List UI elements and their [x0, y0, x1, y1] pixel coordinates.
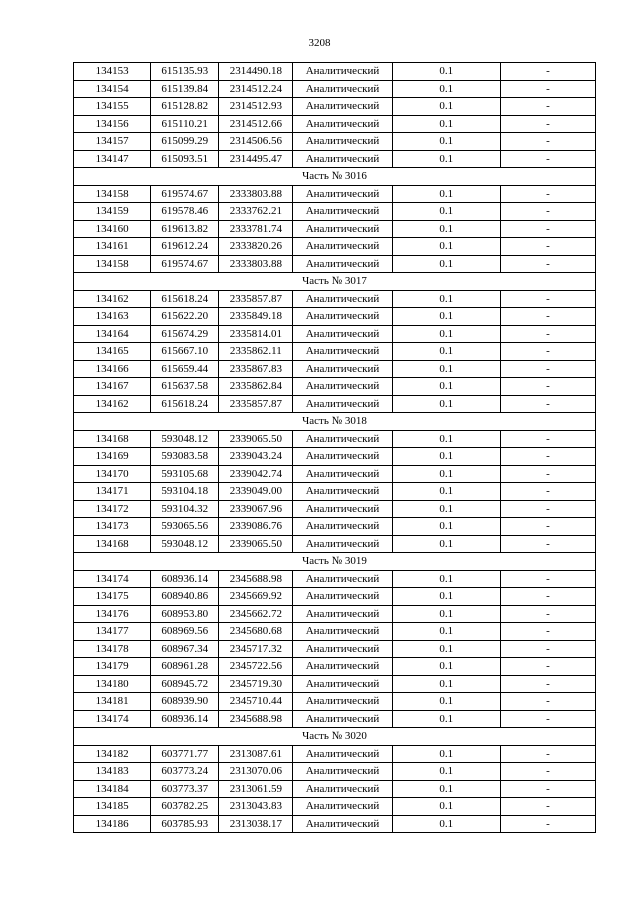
note-cell: - [500, 133, 595, 151]
note-cell: - [500, 710, 595, 728]
section-header-row [74, 273, 596, 291]
y-coordinate-cell: 2345669.92 [219, 588, 293, 606]
accuracy-cell: 0.1 [392, 220, 500, 238]
table-row [74, 745, 596, 763]
point-id-cell: 134163 [74, 308, 151, 326]
method-cell: Аналитический [293, 693, 392, 711]
y-coordinate-cell: 2313038.17 [219, 815, 293, 833]
y-coordinate-cell: 2339065.50 [219, 535, 293, 553]
section-title: Часть № 3017 [74, 273, 596, 291]
accuracy-cell: 0.1 [392, 203, 500, 221]
table-row [74, 325, 596, 343]
method-cell: Аналитический [293, 150, 392, 168]
point-id-cell: 134155 [74, 98, 151, 116]
method-cell: Аналитический [293, 80, 392, 98]
coordinates-table [73, 62, 596, 833]
x-coordinate-cell: 619574.67 [151, 185, 219, 203]
note-cell: - [500, 325, 595, 343]
table-row [74, 360, 596, 378]
point-id-cell: 134161 [74, 238, 151, 256]
point-id-cell: 134182 [74, 745, 151, 763]
accuracy-cell: 0.1 [392, 623, 500, 641]
x-coordinate-cell: 603773.24 [151, 763, 219, 781]
coordinates-table-body [74, 63, 596, 833]
y-coordinate-cell: 2345688.98 [219, 710, 293, 728]
x-coordinate-cell: 608940.86 [151, 588, 219, 606]
section-header-row [74, 413, 596, 431]
x-coordinate-cell: 603771.77 [151, 745, 219, 763]
x-coordinate-cell: 603773.37 [151, 780, 219, 798]
accuracy-cell: 0.1 [392, 798, 500, 816]
table-row [74, 798, 596, 816]
y-coordinate-cell: 2335857.87 [219, 395, 293, 413]
y-coordinate-cell: 2339049.00 [219, 483, 293, 501]
accuracy-cell: 0.1 [392, 500, 500, 518]
method-cell: Аналитический [293, 98, 392, 116]
accuracy-cell: 0.1 [392, 465, 500, 483]
x-coordinate-cell: 593083.58 [151, 448, 219, 466]
x-coordinate-cell: 593104.18 [151, 483, 219, 501]
point-id-cell: 134180 [74, 675, 151, 693]
y-coordinate-cell: 2314490.18 [219, 63, 293, 81]
x-coordinate-cell: 615135.93 [151, 63, 219, 81]
y-coordinate-cell: 2345662.72 [219, 605, 293, 623]
accuracy-cell: 0.1 [392, 378, 500, 396]
table-row [74, 605, 596, 623]
point-id-cell: 134164 [74, 325, 151, 343]
y-coordinate-cell: 2314506.56 [219, 133, 293, 151]
table-row [74, 623, 596, 641]
point-id-cell: 134166 [74, 360, 151, 378]
method-cell: Аналитический [293, 308, 392, 326]
y-coordinate-cell: 2333781.74 [219, 220, 293, 238]
table-row [74, 780, 596, 798]
accuracy-cell: 0.1 [392, 535, 500, 553]
point-id-cell: 134177 [74, 623, 151, 641]
point-id-cell: 134154 [74, 80, 151, 98]
method-cell: Аналитический [293, 815, 392, 833]
y-coordinate-cell: 2314512.66 [219, 115, 293, 133]
y-coordinate-cell: 2314512.24 [219, 80, 293, 98]
method-cell: Аналитический [293, 325, 392, 343]
x-coordinate-cell: 615637.58 [151, 378, 219, 396]
x-coordinate-cell: 608936.14 [151, 570, 219, 588]
point-id-cell: 134162 [74, 395, 151, 413]
point-id-cell: 134184 [74, 780, 151, 798]
table-row [74, 290, 596, 308]
accuracy-cell: 0.1 [392, 518, 500, 536]
accuracy-cell: 0.1 [392, 115, 500, 133]
x-coordinate-cell: 615128.82 [151, 98, 219, 116]
method-cell: Аналитический [293, 465, 392, 483]
point-id-cell: 134167 [74, 378, 151, 396]
x-coordinate-cell: 615093.51 [151, 150, 219, 168]
table-row [74, 675, 596, 693]
x-coordinate-cell: 593065.56 [151, 518, 219, 536]
y-coordinate-cell: 2345719.30 [219, 675, 293, 693]
accuracy-cell: 0.1 [392, 448, 500, 466]
accuracy-cell: 0.1 [392, 308, 500, 326]
y-coordinate-cell: 2339043.24 [219, 448, 293, 466]
method-cell: Аналитический [293, 658, 392, 676]
y-coordinate-cell: 2345688.98 [219, 570, 293, 588]
point-id-cell: 134169 [74, 448, 151, 466]
point-id-cell: 134178 [74, 640, 151, 658]
note-cell: - [500, 570, 595, 588]
point-id-cell: 134186 [74, 815, 151, 833]
method-cell: Аналитический [293, 203, 392, 221]
accuracy-cell: 0.1 [392, 640, 500, 658]
point-id-cell: 134185 [74, 798, 151, 816]
method-cell: Аналитический [293, 220, 392, 238]
note-cell: - [500, 395, 595, 413]
note-cell: - [500, 238, 595, 256]
y-coordinate-cell: 2339065.50 [219, 430, 293, 448]
x-coordinate-cell: 593048.12 [151, 535, 219, 553]
note-cell: - [500, 378, 595, 396]
accuracy-cell: 0.1 [392, 763, 500, 781]
x-coordinate-cell: 593048.12 [151, 430, 219, 448]
point-id-cell: 134168 [74, 430, 151, 448]
point-id-cell: 134171 [74, 483, 151, 501]
note-cell: - [500, 150, 595, 168]
y-coordinate-cell: 2333762.21 [219, 203, 293, 221]
x-coordinate-cell: 608969.56 [151, 623, 219, 641]
y-coordinate-cell: 2339042.74 [219, 465, 293, 483]
x-coordinate-cell: 615099.29 [151, 133, 219, 151]
method-cell: Аналитический [293, 343, 392, 361]
x-coordinate-cell: 608961.28 [151, 658, 219, 676]
note-cell: - [500, 448, 595, 466]
method-cell: Аналитический [293, 500, 392, 518]
section-header-row [74, 728, 596, 746]
method-cell: Аналитический [293, 395, 392, 413]
point-id-cell: 134172 [74, 500, 151, 518]
table-row [74, 98, 596, 116]
y-coordinate-cell: 2345717.32 [219, 640, 293, 658]
accuracy-cell: 0.1 [392, 133, 500, 151]
note-cell: - [500, 780, 595, 798]
y-coordinate-cell: 2314495.47 [219, 150, 293, 168]
note-cell: - [500, 343, 595, 361]
y-coordinate-cell: 2314512.93 [219, 98, 293, 116]
accuracy-cell: 0.1 [392, 395, 500, 413]
table-row [74, 150, 596, 168]
method-cell: Аналитический [293, 535, 392, 553]
y-coordinate-cell: 2335814.01 [219, 325, 293, 343]
accuracy-cell: 0.1 [392, 255, 500, 273]
y-coordinate-cell: 2339086.76 [219, 518, 293, 536]
table-row [74, 133, 596, 151]
table-row [74, 378, 596, 396]
note-cell: - [500, 63, 595, 81]
accuracy-cell: 0.1 [392, 360, 500, 378]
accuracy-cell: 0.1 [392, 780, 500, 798]
x-coordinate-cell: 615618.24 [151, 290, 219, 308]
accuracy-cell: 0.1 [392, 325, 500, 343]
note-cell: - [500, 745, 595, 763]
table-row [74, 815, 596, 833]
note-cell: - [500, 815, 595, 833]
method-cell: Аналитический [293, 360, 392, 378]
method-cell: Аналитический [293, 133, 392, 151]
point-id-cell: 134170 [74, 465, 151, 483]
accuracy-cell: 0.1 [392, 343, 500, 361]
y-coordinate-cell: 2333803.88 [219, 255, 293, 273]
table-row [74, 115, 596, 133]
x-coordinate-cell: 615618.24 [151, 395, 219, 413]
table-row [74, 710, 596, 728]
method-cell: Аналитический [293, 780, 392, 798]
accuracy-cell: 0.1 [392, 570, 500, 588]
table-row [74, 238, 596, 256]
method-cell: Аналитический [293, 115, 392, 133]
point-id-cell: 134157 [74, 133, 151, 151]
point-id-cell: 134176 [74, 605, 151, 623]
section-header-row [74, 553, 596, 571]
x-coordinate-cell: 615110.21 [151, 115, 219, 133]
method-cell: Аналитический [293, 255, 392, 273]
note-cell: - [500, 605, 595, 623]
accuracy-cell: 0.1 [392, 150, 500, 168]
x-coordinate-cell: 615139.84 [151, 80, 219, 98]
table-row [74, 588, 596, 606]
section-title: Часть № 3019 [74, 553, 596, 571]
accuracy-cell: 0.1 [392, 430, 500, 448]
table-row [74, 185, 596, 203]
note-cell: - [500, 675, 595, 693]
x-coordinate-cell: 615674.29 [151, 325, 219, 343]
accuracy-cell: 0.1 [392, 80, 500, 98]
point-id-cell: 134160 [74, 220, 151, 238]
note-cell: - [500, 185, 595, 203]
method-cell: Аналитический [293, 623, 392, 641]
note-cell: - [500, 203, 595, 221]
accuracy-cell: 0.1 [392, 658, 500, 676]
point-id-cell: 134147 [74, 150, 151, 168]
y-coordinate-cell: 2335862.11 [219, 343, 293, 361]
point-id-cell: 134181 [74, 693, 151, 711]
accuracy-cell: 0.1 [392, 483, 500, 501]
page-number: 3208 [308, 37, 331, 49]
note-cell: - [500, 430, 595, 448]
x-coordinate-cell: 608936.14 [151, 710, 219, 728]
note-cell: - [500, 798, 595, 816]
table-row [74, 640, 596, 658]
method-cell: Аналитический [293, 605, 392, 623]
point-id-cell: 134162 [74, 290, 151, 308]
table-row [74, 763, 596, 781]
x-coordinate-cell: 608953.80 [151, 605, 219, 623]
method-cell: Аналитический [293, 798, 392, 816]
y-coordinate-cell: 2345680.68 [219, 623, 293, 641]
y-coordinate-cell: 2345710.44 [219, 693, 293, 711]
section-title: Часть № 3020 [74, 728, 596, 746]
point-id-cell: 134183 [74, 763, 151, 781]
method-cell: Аналитический [293, 448, 392, 466]
note-cell: - [500, 465, 595, 483]
note-cell: - [500, 483, 595, 501]
note-cell: - [500, 588, 595, 606]
note-cell: - [500, 763, 595, 781]
note-cell: - [500, 98, 595, 116]
method-cell: Аналитический [293, 640, 392, 658]
table-row [74, 658, 596, 676]
note-cell: - [500, 360, 595, 378]
x-coordinate-cell: 593104.32 [151, 500, 219, 518]
y-coordinate-cell: 2333820.26 [219, 238, 293, 256]
note-cell: - [500, 640, 595, 658]
y-coordinate-cell: 2313043.83 [219, 798, 293, 816]
y-coordinate-cell: 2333803.88 [219, 185, 293, 203]
method-cell: Аналитический [293, 675, 392, 693]
method-cell: Аналитический [293, 290, 392, 308]
note-cell: - [500, 80, 595, 98]
y-coordinate-cell: 2313070.06 [219, 763, 293, 781]
method-cell: Аналитический [293, 238, 392, 256]
y-coordinate-cell: 2339067.96 [219, 500, 293, 518]
method-cell: Аналитический [293, 483, 392, 501]
method-cell: Аналитический [293, 588, 392, 606]
method-cell: Аналитический [293, 570, 392, 588]
accuracy-cell: 0.1 [392, 745, 500, 763]
note-cell: - [500, 220, 595, 238]
method-cell: Аналитический [293, 63, 392, 81]
table-row [74, 220, 596, 238]
section-header-row [74, 168, 596, 186]
x-coordinate-cell: 615659.44 [151, 360, 219, 378]
note-cell: - [500, 115, 595, 133]
method-cell: Аналитический [293, 763, 392, 781]
note-cell: - [500, 500, 595, 518]
y-coordinate-cell: 2335849.18 [219, 308, 293, 326]
point-id-cell: 134153 [74, 63, 151, 81]
x-coordinate-cell: 608945.72 [151, 675, 219, 693]
note-cell: - [500, 658, 595, 676]
table-row [74, 448, 596, 466]
note-cell: - [500, 623, 595, 641]
point-id-cell: 134168 [74, 535, 151, 553]
x-coordinate-cell: 615667.10 [151, 343, 219, 361]
point-id-cell: 134174 [74, 710, 151, 728]
accuracy-cell: 0.1 [392, 185, 500, 203]
table-row [74, 518, 596, 536]
x-coordinate-cell: 619578.46 [151, 203, 219, 221]
note-cell: - [500, 255, 595, 273]
accuracy-cell: 0.1 [392, 815, 500, 833]
method-cell: Аналитический [293, 518, 392, 536]
section-title: Часть № 3016 [74, 168, 596, 186]
table-row [74, 500, 596, 518]
table-row [74, 63, 596, 81]
accuracy-cell: 0.1 [392, 710, 500, 728]
x-coordinate-cell: 608939.90 [151, 693, 219, 711]
accuracy-cell: 0.1 [392, 675, 500, 693]
note-cell: - [500, 535, 595, 553]
x-coordinate-cell: 603782.25 [151, 798, 219, 816]
note-cell: - [500, 693, 595, 711]
point-id-cell: 134156 [74, 115, 151, 133]
y-coordinate-cell: 2345722.56 [219, 658, 293, 676]
point-id-cell: 134173 [74, 518, 151, 536]
table-row [74, 255, 596, 273]
x-coordinate-cell: 608967.34 [151, 640, 219, 658]
note-cell: - [500, 308, 595, 326]
table-row [74, 395, 596, 413]
method-cell: Аналитический [293, 745, 392, 763]
y-coordinate-cell: 2313087.61 [219, 745, 293, 763]
table-row [74, 570, 596, 588]
note-cell: - [500, 290, 595, 308]
accuracy-cell: 0.1 [392, 98, 500, 116]
method-cell: Аналитический [293, 430, 392, 448]
table-row [74, 203, 596, 221]
x-coordinate-cell: 619613.82 [151, 220, 219, 238]
table-row [74, 343, 596, 361]
note-cell: - [500, 518, 595, 536]
method-cell: Аналитический [293, 185, 392, 203]
accuracy-cell: 0.1 [392, 63, 500, 81]
y-coordinate-cell: 2335857.87 [219, 290, 293, 308]
point-id-cell: 134174 [74, 570, 151, 588]
point-id-cell: 134159 [74, 203, 151, 221]
point-id-cell: 134175 [74, 588, 151, 606]
section-title: Часть № 3018 [74, 413, 596, 431]
y-coordinate-cell: 2335867.83 [219, 360, 293, 378]
x-coordinate-cell: 603785.93 [151, 815, 219, 833]
table-row [74, 465, 596, 483]
y-coordinate-cell: 2335862.84 [219, 378, 293, 396]
table-row [74, 483, 596, 501]
point-id-cell: 134158 [74, 255, 151, 273]
method-cell: Аналитический [293, 378, 392, 396]
x-coordinate-cell: 615622.20 [151, 308, 219, 326]
accuracy-cell: 0.1 [392, 693, 500, 711]
method-cell: Аналитический [293, 710, 392, 728]
accuracy-cell: 0.1 [392, 290, 500, 308]
accuracy-cell: 0.1 [392, 605, 500, 623]
table-row [74, 430, 596, 448]
y-coordinate-cell: 2313061.59 [219, 780, 293, 798]
x-coordinate-cell: 619612.24 [151, 238, 219, 256]
table-row [74, 693, 596, 711]
point-id-cell: 134165 [74, 343, 151, 361]
point-id-cell: 134158 [74, 185, 151, 203]
x-coordinate-cell: 593105.68 [151, 465, 219, 483]
table-row [74, 535, 596, 553]
table-row [74, 308, 596, 326]
x-coordinate-cell: 619574.67 [151, 255, 219, 273]
accuracy-cell: 0.1 [392, 588, 500, 606]
point-id-cell: 134179 [74, 658, 151, 676]
accuracy-cell: 0.1 [392, 238, 500, 256]
table-row [74, 80, 596, 98]
